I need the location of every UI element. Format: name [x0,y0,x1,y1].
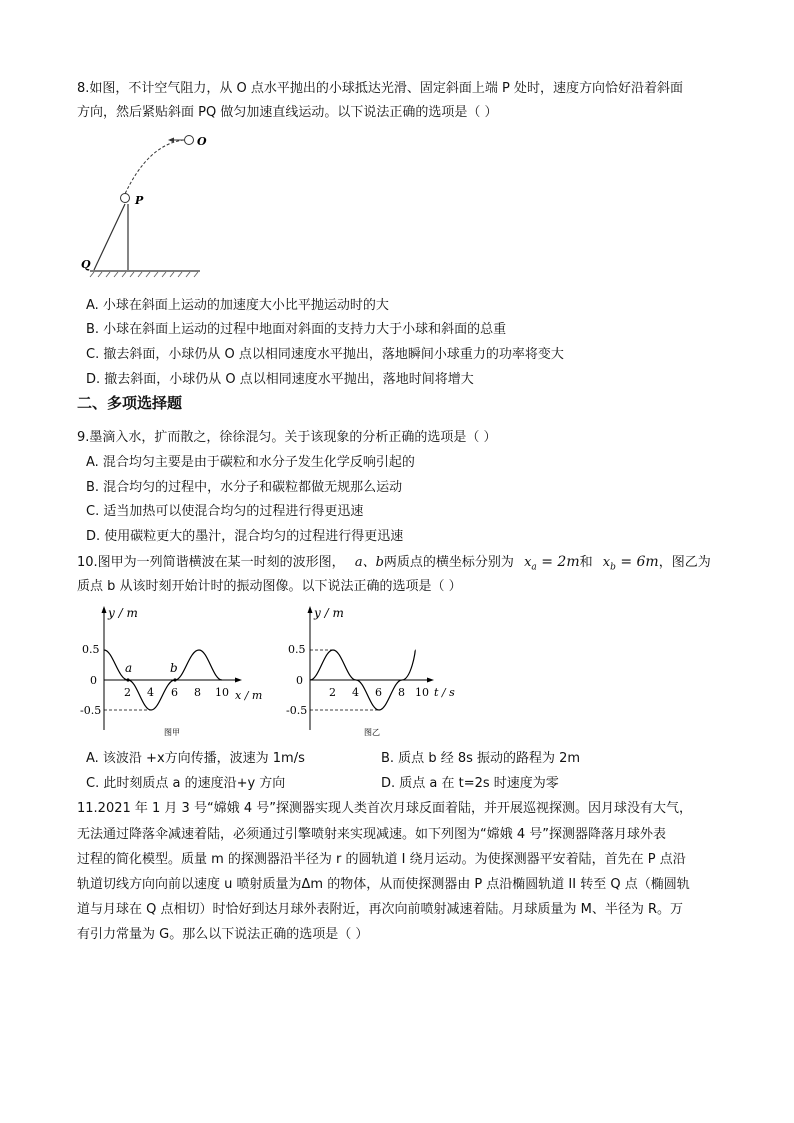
label-point-a: a [125,661,133,675]
q10-stem-and: 和 [579,555,593,570]
ylabel-b: y / m [314,606,344,620]
label-point-b: b [170,661,178,675]
q8-stem-line1: 8.如图，不计空气阻力，从 O 点水平抛出的小球抵达光滑、固定斜面上端 P 处时，速度方向恰好沿着斜面 [77,81,684,96]
q10-stem-line1 [77,553,711,577]
ytick-a-0: 0.5 [82,643,100,656]
q11-line1: 11.2021 年 1 月 3 号“嫦娥 4 号”探测器实现人类首次月球反面着陆，并开展巡视探测。因月球没有大气， [77,801,692,816]
xtick-b-1: 4 [352,686,359,699]
xtick-b-2: 6 [375,686,382,699]
q8-figure [78,128,208,288]
q11-line6: 有引力常量为 G。那么以下说法正确的选项是（ ） [77,927,369,942]
q10-xa-value: = 2m [536,554,580,570]
section-heading: 二、多项选择题 [77,394,183,412]
q11-line4: 轨道切线方向向前以速度 u 喷射质量为Δm 的物体，从而使探测器由 P 点沿椭圆轨道 II 转至 Q 点（椭圆轨 [77,877,690,892]
xtick-a-1: 4 [147,686,154,699]
q10-option-d: D. 质点 a 在 t=2s 时速度为零 [381,776,559,791]
q10-option-b: B. 质点 b 经 8s 振动的路程为 2m [381,751,581,766]
xtick-a-0: 2 [124,686,131,699]
incline-surface [94,204,125,270]
xtick-b-0: 2 [329,686,336,699]
q8-option-b: B. 小球在斜面上运动的过程中地面对斜面的支持力大于小球和斜面的总重 [86,322,507,337]
point-a [126,678,129,681]
xlabel-b: t / s [434,686,455,699]
q10-stem-line2: 质点 b 从该时刻开始计时的振动图像。以下说法正确的选项是（ ） [77,579,462,594]
xtick-a-2: 6 [171,686,178,699]
q10-xa-symbol: x [524,555,532,570]
ytick-b-1: 0 [296,674,303,687]
q10-xb-value: = 6m [615,554,659,570]
ylabel-a: y / m [108,606,138,620]
xlabel-a: x / m [235,689,263,702]
xtick-a-3: 8 [194,686,201,699]
q10-xa-sub: a [531,562,537,573]
q8-option-a: A. 小球在斜面上运动的加速度大小比平抛运动时的大 [86,298,389,313]
xtick-b-4: 10 [415,686,429,699]
caption-a: 图甲 [164,728,180,737]
q11-line5: 道与月球在 Q 点相切）时恰好到达月球外表附近，再次向前喷射减速着陆。月球质量为 M、半径为 R。万 [77,902,684,917]
ytick-a-2: -0.5 [80,704,102,717]
q10-xb-symbol: x [602,555,611,570]
q10-stem-part2: 两质点的横坐标分别为 [383,555,514,570]
q8-option-d: D. 撤去斜面，小球仍从 O 点以相同速度水平抛出，落地时间将增大 [86,372,474,387]
xtick-a-4: 10 [215,686,229,699]
q9-option-b: B. 混合均匀的过程中，水分子和碳粒都做无规那么运动 [86,480,403,495]
q11-line3: 过程的简化模型。质量 m 的探测器沿半径为 r 的圆轨道 I 绕月运动。为使探测器平安着陆，首先在 P 点沿 [77,852,686,867]
q10-option-a: A. 该波沿 +x方向传播，波速为 1m/s [86,751,305,766]
q10-figure-b [280,602,470,742]
label-o: O [197,135,207,148]
ytick-b-2: -0.5 [286,704,308,717]
ball-at-o [185,136,194,145]
q8-option-c: C. 撤去斜面，小球仍从 O 点以相同速度水平抛出，落地瞬间小球重力的功率将变大 [86,347,564,362]
trajectory-curve [124,140,184,196]
q11-line2: 无法通过降落伞减速着陆，必须通过引擎喷射来实现减速。如下列图为“嫦娥 4 号”探测器降落月球外表 [77,827,667,842]
q10-stem-part1: 10.图甲为一列简谐横波在某一时刻的波形图， [77,555,345,570]
q9-option-c: C. 适当加热可以使混合均匀的过程进行得更迅速 [86,504,364,519]
q8-stem-line2: 方向，然后紧贴斜面 PQ 做匀加速直线运动。以下说法正确的选项是（ ） [77,105,498,120]
q9-option-d: D. 使用碳粒更大的墨汁，混合均匀的过程进行得更迅速 [86,529,404,544]
q9-option-a: A. 混合均匀主要是由于碳粒和水分子发生化学反响引起的 [86,455,415,470]
ytick-a-1: 0 [90,674,97,687]
label-q: Q [81,258,91,271]
xtick-b-3: 8 [398,686,405,699]
point-b [173,678,176,681]
caption-b: 图乙 [364,728,380,737]
q10-stem-ab: a、b [354,555,384,570]
q9-stem: 9.墨滴入水，扩而散之，徐徐混匀。关于该现象的分析正确的选项是（ ） [77,430,497,445]
q10-option-c: C. 此时刻质点 a 的速度沿+y 方向 [86,776,286,791]
q10-xb-sub: b [610,562,616,573]
q10-figure-a [78,602,268,742]
ytick-b-0: 0.5 [288,643,306,656]
label-p: P [135,194,144,207]
q10-stem-part3: ，图乙为 [658,555,711,570]
ball-at-p [121,194,130,203]
